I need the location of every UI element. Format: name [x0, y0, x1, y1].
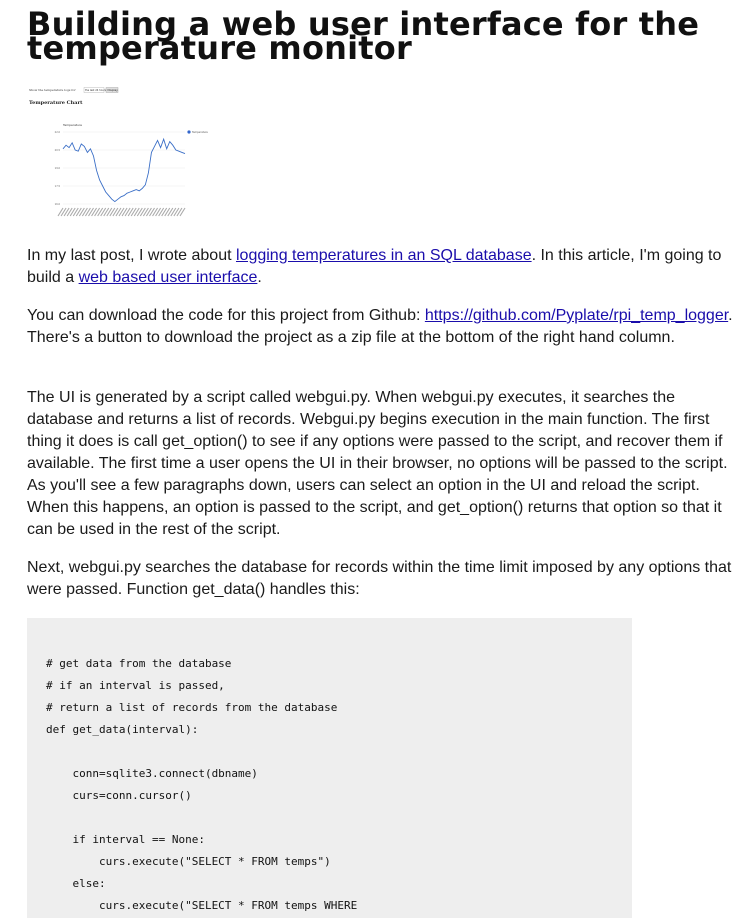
y-tick-label: 19.0	[54, 167, 60, 170]
chart-title: Temperature	[63, 123, 83, 127]
y-tick-label: 20.5	[54, 149, 60, 152]
chart-svg	[27, 86, 217, 230]
controls-label: Show the temperature logs for	[29, 88, 76, 92]
paragraph-get-data: Next, webgui.py searches the database for records within the time limit imposed by any options that were passed. Function get_data() handles this:	[27, 559, 732, 598]
y-tick-label: 17.5	[54, 185, 60, 188]
temperature-chart-thumbnail[interactable]	[27, 86, 217, 230]
paragraph-intro: In my last post, I wrote about logging temperatures in an SQL database. In this article, I'm going to build a web based user interface.	[27, 247, 722, 286]
link-logging-temperatures[interactable]: logging temperatures in an SQL database	[235, 247, 532, 264]
code-listing: # get data from the database # if an interval is passed, # return a list of records from the database def get_data(interval): conn=sqlite3.connect(dbname) curs=conn.cursor() if interval == None: curs.execute("SELECT * FROM temps") else: curs.execute("SELECT * FROM temps WHERE	[46, 657, 358, 912]
display-button-text: Display	[107, 88, 118, 92]
chart-x-ticks	[58, 208, 185, 216]
link-github-repo[interactable]: https://github.com/Pyplate/rpi_temp_logger	[424, 307, 729, 324]
y-tick-label: 22.0	[54, 131, 60, 134]
code-block[interactable]	[27, 618, 632, 918]
y-tick-label: 16.0	[54, 203, 60, 206]
legend-label: Temperature	[192, 131, 208, 134]
chart-heading: Temperature Chart	[29, 100, 83, 106]
paragraph-download: You can download the code for this project from Github: https://github.com/Pyplate/rpi_temp_logger. There's a button to download the project as a zip file at the bottom of the right hand column.	[27, 307, 733, 346]
series-line-temperature	[63, 139, 185, 201]
article-title: Building a web user interface for the temperature monitor	[27, 5, 700, 67]
paragraph-webgui-overview: The UI is generated by a script called webgui.py. When webgui.py executes, it searches the database and returns a list of records. Webgui.py begins execution in the main function. The first thing it does is call get_option() to see if any options were passed to the script, and recover them if available. The first time a user opens the UI in their browser, no options will be passed to the script. As you'll see a few paragraphs down, users can select an option in the UI and reload the script. When this happens, an option is passed to the script, and get_option() returns that option so that it can be used in the rest of the script.	[27, 389, 728, 538]
controls-select-text: the last 24 hours	[85, 89, 107, 92]
legend-dot	[187, 130, 190, 133]
chart-grid	[63, 132, 185, 204]
chart-y-ticks	[55, 131, 61, 206]
link-web-based-ui[interactable]: web based user interface	[78, 269, 258, 286]
